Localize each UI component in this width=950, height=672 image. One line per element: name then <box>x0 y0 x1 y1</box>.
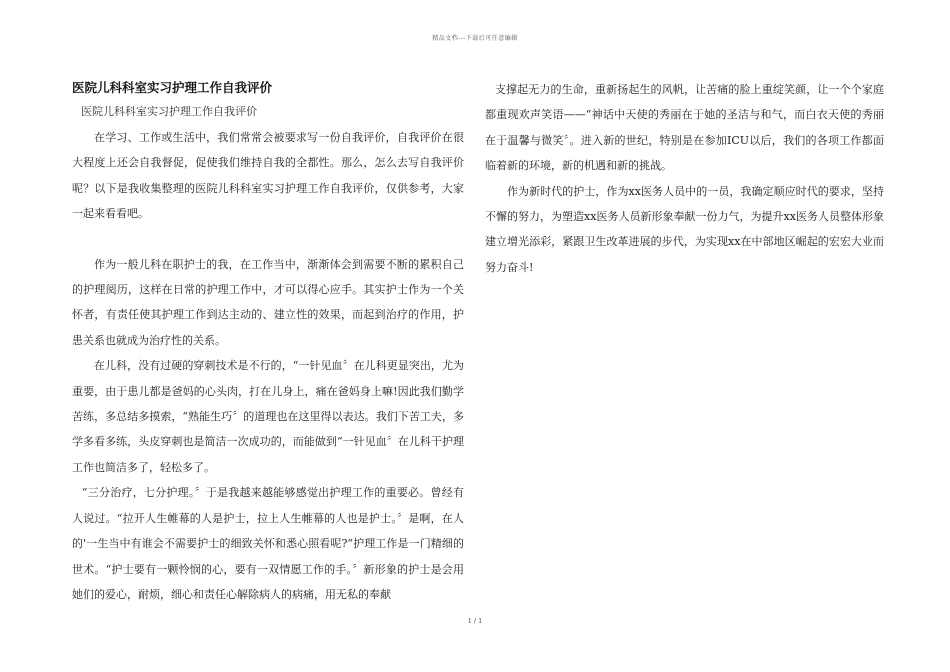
document-subtitle: 医院儿科科室实习护理工作自我评价 <box>81 105 257 118</box>
page-number: 1 / 1 <box>467 617 483 625</box>
body-paragraph: “三分治疗，七分护理。〞于是我越来越能够感觉出护理工作的重要必。曾经有人说过。“拉开人生帷幕的人是护士，拉上人生帷幕的人也是护士。〞是啊，在人的'一生当中有谁会不需要护士的细致关怀和悉心照看呢?“护理工作是一门精细的世术。“护士要有一颗怜悯的心，要有一双情愿工作的手。〞新形象的护士是会用她们的爱心，耐烦，细心和责任心解除病人的病痛，用无私的奉献 <box>72 486 464 601</box>
page-header: 精品文档---下载后可任意编辑 <box>432 35 518 42</box>
left-column <box>72 77 464 607</box>
right-column <box>485 77 884 280</box>
body-paragraph: 在儿科，没有过硬的穿刺技术是不行的，“一针见血〞在儿科更显突出，尤为重要，由于患儿都是爸妈的心头肉，打在儿身上，痛在爸妈身上嘛!因此我们勤学苦练，多总结多摸索，“熟能生巧〞的道理也在这里得以表达。我们下苦工夫，多学多看多练，头皮穿刺也是简洁一次成功的，而能做到“一针见血〞在儿科干护理工作也简洁多了，轻松多了。 <box>72 359 464 474</box>
intro-paragraph: 在学习、工作或生活中，我们常常会被要求写一份自我评价，自我评价在很大程度上还会自我督促，促使我们维持自我的全都性。那么，怎么去写自我评价呢？以下是我收集整理的医院儿科科室实习护理工作自我评价，仅供参考，大家一起来看看吧。 <box>72 131 464 221</box>
paragraph-spacer <box>72 227 464 252</box>
document-title: 医院儿科科室实习护理工作自我评价 <box>72 80 273 95</box>
body-paragraph: 作为一般儿科在职护士的我，在工作当中，渐渐体会到需要不断的累积自己的护理阅历，这样在日常的护理工作中，才可以得心应手。其实护士作为一个关怀者，有责任使其护理工作到达主动的、建立性的效果，而起到治疗的作用，护患关系也就成为治疗性的关系。 <box>72 257 464 347</box>
body-paragraph: 作为新时代的护士，作为xx医务人员中的一员，我确定顺应时代的要求，坚持不懈的努力，为塑造xx医务人员新形象奉献一份力气，为提升xx医务人员整体形象建立增光添彩，紧跟卫生改革进展的步代，为实现xx在中部地区崛起的宏宏大业而努力奋斗! <box>485 184 884 274</box>
body-paragraph: 支撑起无力的生命，重新扬起生的风帆，让苦痛的脸上重绽笑颜，让一个个家庭都重现欢声笑语——“神话中天使的秀丽在于她的圣洁与和气，而白衣天使的秀丽在于温馨与微笑〞。进入新的世纪，特别是在参加ICU以后，我们的各项工作都面临着新的环境，新的机遇和新的挑战。 <box>485 83 884 173</box>
